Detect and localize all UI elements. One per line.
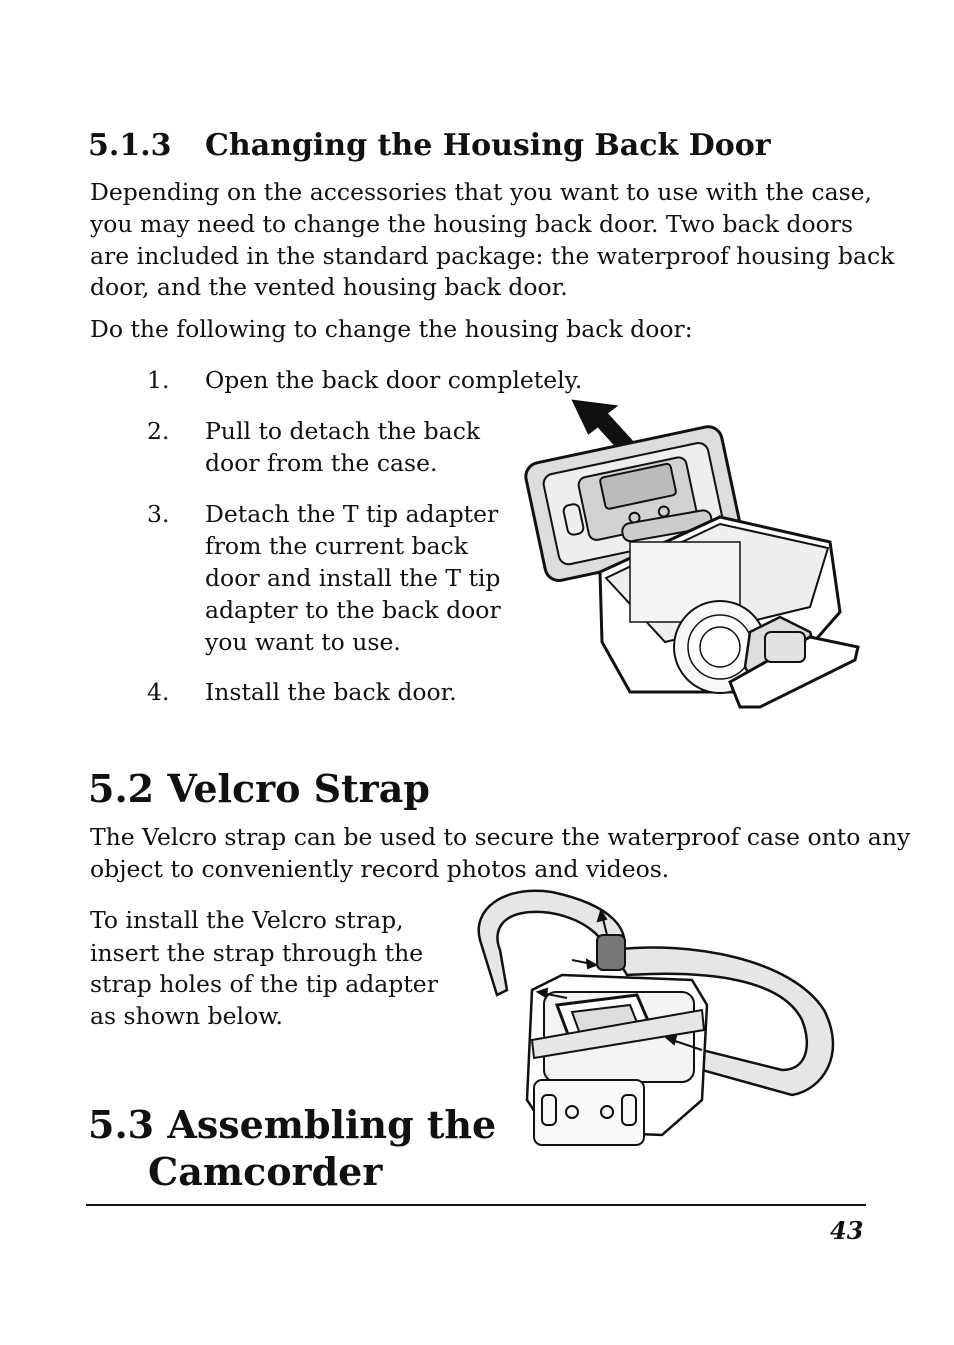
paragraph-line: insert the strap through the: [90, 939, 424, 967]
step-text: adapter to the back door: [205, 596, 501, 624]
section-title: Changing the Housing Back Door: [205, 128, 771, 163]
paragraph-line: as shown below.: [90, 1002, 284, 1030]
step-text: you want to use.: [205, 628, 401, 656]
step-number: 4.: [147, 678, 170, 706]
step-text: Install the back door.: [205, 678, 457, 706]
instruction-intro: Do the following to change the housing back door:: [90, 315, 693, 343]
step-number: 3.: [147, 500, 170, 528]
paragraph-line: The Velcro strap can be used to secure the waterproof case onto any: [90, 823, 911, 851]
page-number: 43: [830, 1216, 864, 1245]
paragraph-line: are included in the standard package: the waterproof housing back: [90, 242, 895, 270]
section-number: 5.1.3: [88, 128, 172, 163]
step-text: door and install the T tip: [205, 564, 501, 592]
section-heading-velcro: 5.2 Velcro Strap: [88, 766, 430, 811]
step-text: from the current back: [205, 532, 468, 560]
section-heading-assembling-cont: Camcorder: [148, 1149, 383, 1194]
step-text: Detach the T tip adapter: [205, 500, 499, 528]
section-heading-assembling: 5.3 Assembling the: [88, 1102, 497, 1147]
step-text: door from the case.: [205, 449, 438, 477]
paragraph-line: strap holes of the tip adapter: [90, 970, 438, 998]
step-number: 1.: [147, 366, 170, 394]
step-number: 2.: [147, 417, 170, 445]
step-text: Pull to detach the back: [205, 417, 481, 445]
velcro-strap-illustration: [462, 880, 842, 1155]
paragraph-line: To install the Velcro strap,: [90, 906, 404, 934]
step-text: Open the back door completely.: [205, 366, 583, 394]
paragraph-line: Depending on the accessories that you want to use with the case,: [90, 178, 873, 206]
paragraph-line: you may need to change the housing back door. Two back doors: [90, 210, 854, 238]
footer-divider: [86, 1204, 866, 1206]
paragraph-line: door, and the vented housing back door.: [90, 273, 568, 301]
open-case-illustration: [510, 392, 865, 722]
paragraph-line: object to conveniently record photos and videos.: [90, 855, 670, 883]
